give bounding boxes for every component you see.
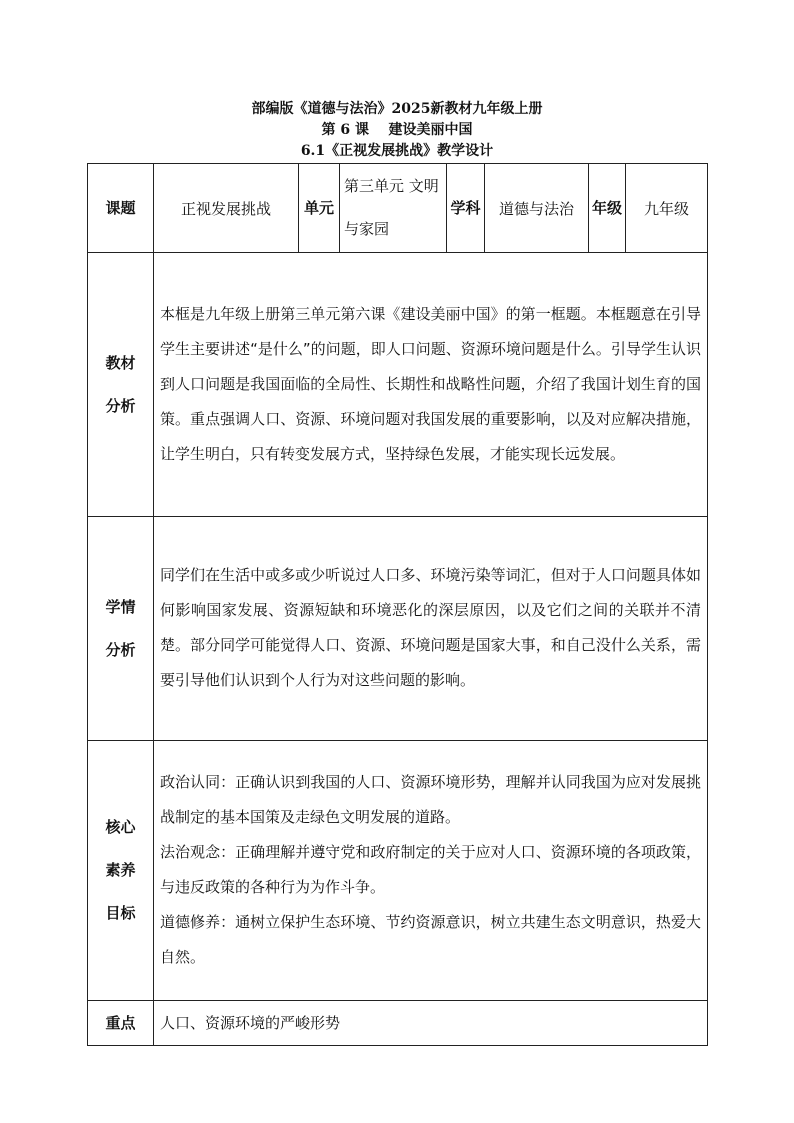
- core-goals-content: [154, 741, 708, 1001]
- info-row: [88, 164, 708, 253]
- grade-value: 九年级: [626, 164, 708, 253]
- grade-label: 年级: [589, 164, 626, 253]
- textbook-analysis-row: [88, 253, 708, 517]
- student-analysis-row: [88, 517, 708, 741]
- key-points-text: 人口、资源环境的严峻形势: [154, 1001, 708, 1046]
- unit-value: 第三单元 文明与家园: [340, 164, 447, 253]
- document-title-block: [0, 99, 794, 162]
- student-analysis-label: 学情分析: [88, 517, 154, 741]
- unit-label: 单元: [299, 164, 340, 253]
- textbook-analysis-label: 教材分析: [88, 253, 154, 517]
- section-title: 6.1《正视发展挑战》教学设计: [300, 143, 494, 159]
- goal-legal: 法治观念：正确理解并遵守党和政府制定的关于应对人口、资源环境的各项政策，与违反政策的各种行为为作斗争。: [160, 843, 701, 896]
- textbook-analysis-text: 本框是九年级上册第三单元第六课《建设美丽中国》的第一框题。本框题意在引导学生主要讲述“是什么”的问题，即人口问题、资源环境问题是什么。引导学生认识到人口问题是我国面临的全局性、长期性和战略性问题，介绍了我国计划生育的国策。重点强调人口、资源、环境问题对我国发展的重要影响，以及对应解决措施，让学生明白，只有转变发展方式，坚持绿色发展，才能实现长远发展。: [154, 253, 708, 517]
- subject-value: 道德与法治: [485, 164, 589, 253]
- topic-label: 课题: [88, 164, 154, 253]
- topic-value: 正视发展挑战: [154, 164, 299, 253]
- core-goals-row: [88, 741, 708, 1001]
- student-analysis-text: 同学们在生活中或多或少听说过人口多、环境污染等词汇，但对于人口问题具体如何影响国家发展、资源短缺和环境恶化的深层原因，以及它们之间的关联并不清楚。部分同学可能觉得人口、资源、环境问题是国家大事，和自己没什么关系，需要引导他们认识到个人行为对这些问题的影响。: [154, 517, 708, 741]
- core-goals-label: 核心素养目标: [88, 741, 154, 1001]
- goal-moral: 道德修养：通树立保护生态环境、节约资源意识，树立共建生态文明意识，热爱大自然。: [160, 913, 701, 966]
- subject-label: 学科: [447, 164, 485, 253]
- lesson-plan-table: [87, 163, 708, 1046]
- document-title: 部编版《道德与法治》2025新教材九年级上册: [251, 101, 543, 117]
- goal-political: 政治认同：正确认识到我国的人口、资源环境形势，理解并认同我国为应对发展挑战制定的基本国策及走绿色文明发展的道路。: [160, 773, 701, 826]
- key-points-label: 重点: [88, 1001, 154, 1046]
- lesson-title: 第 6 课 建设美丽中国: [321, 122, 473, 138]
- key-points-row: [88, 1001, 708, 1046]
